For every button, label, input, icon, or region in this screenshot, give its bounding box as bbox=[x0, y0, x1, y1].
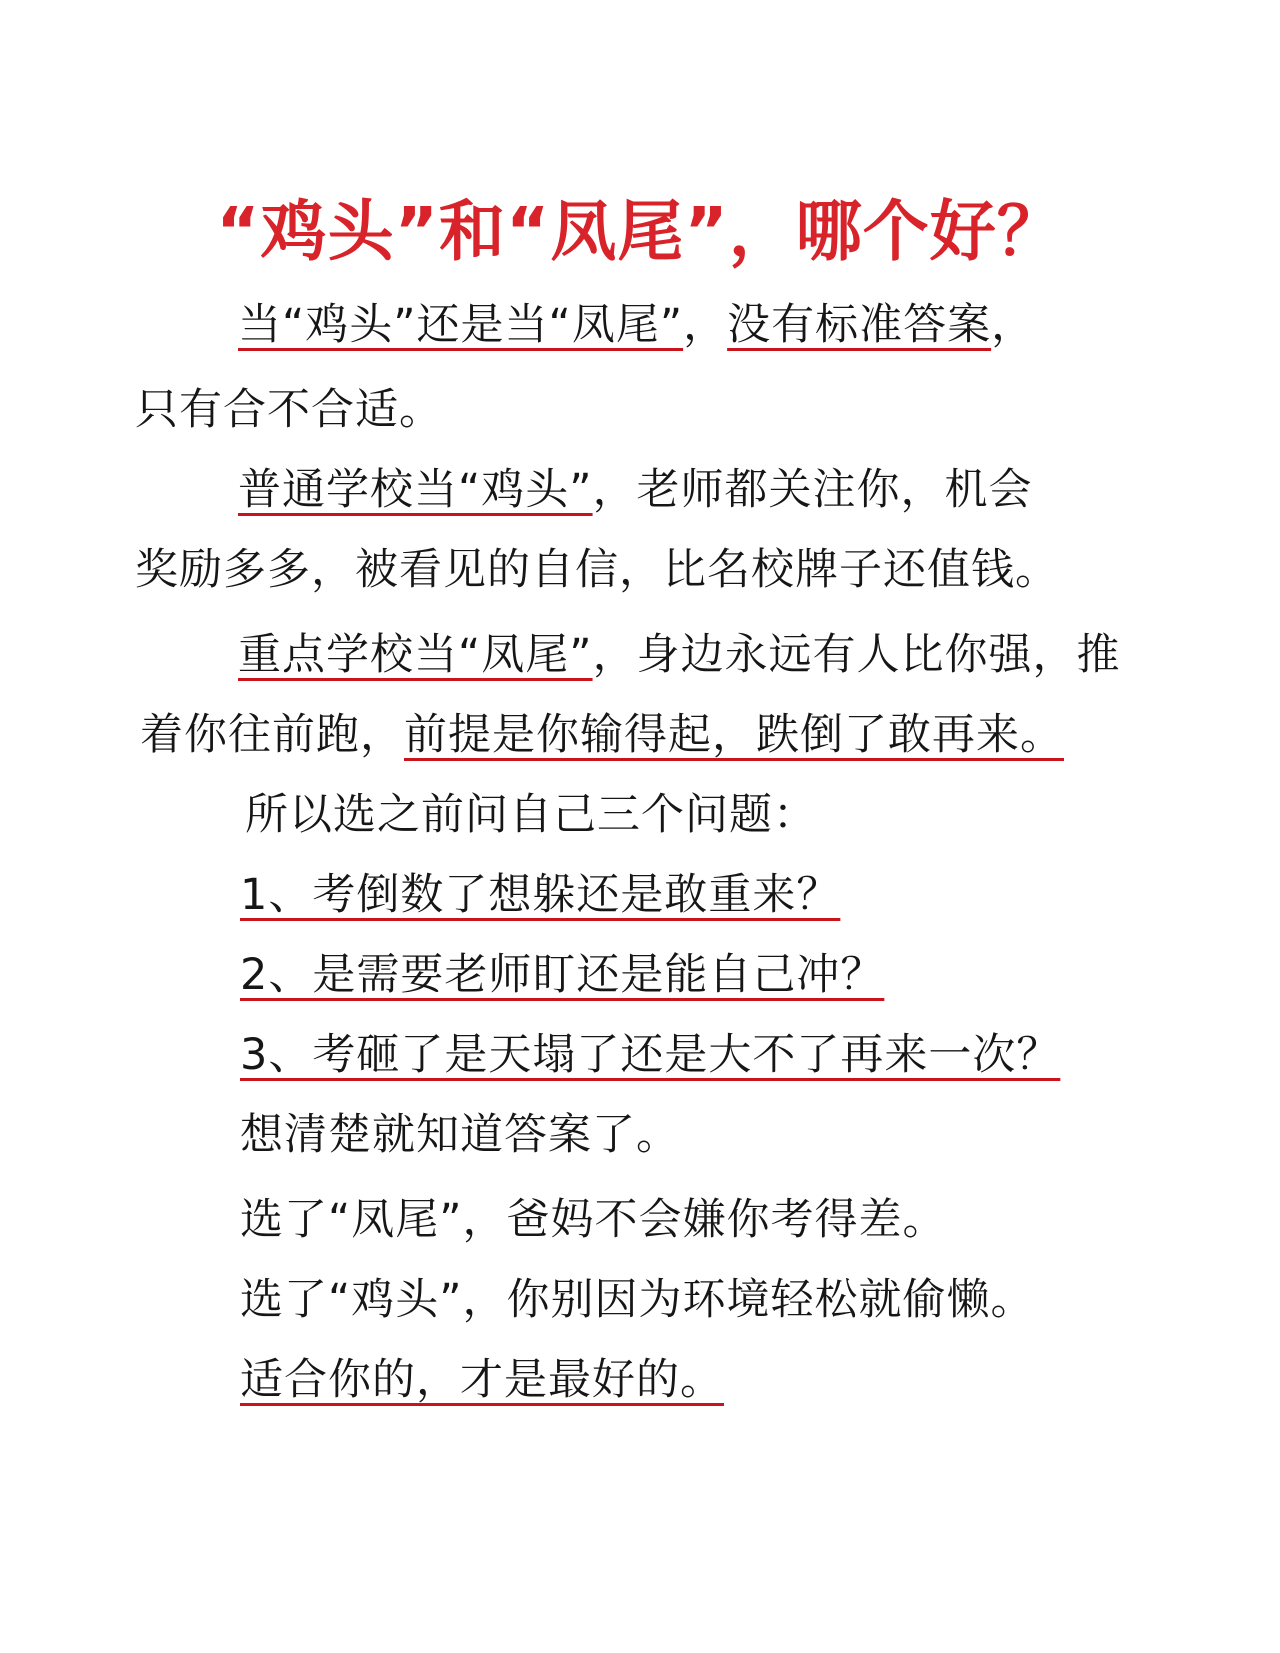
underlined-phrase: 普通学校当“鸡头” bbox=[238, 465, 593, 515]
text-run: 着你往前跑， bbox=[140, 710, 404, 760]
underlined-phrase: 适合你的，才是最好的。 bbox=[240, 1355, 724, 1405]
page-title: “鸡头”和“凤尾”，哪个好？ bbox=[216, 193, 1064, 270]
question-3 bbox=[240, 1025, 1060, 1085]
ending-line-4 bbox=[240, 1350, 724, 1410]
text-run: ，老师都关注你，机会 bbox=[592, 465, 1033, 515]
paragraph-3-line-1 bbox=[238, 625, 1121, 685]
underlined-phrase: 2、是需要老师盯还是能自己冲？ bbox=[240, 950, 885, 1000]
underlined-phrase: 重点学校当“凤尾” bbox=[238, 630, 593, 680]
underlined-phrase: 没有标准答案 bbox=[727, 300, 992, 350]
underlined-phrase: 前提是你输得起，跌倒了敢再来。 bbox=[404, 710, 1064, 760]
question-2 bbox=[240, 945, 884, 1005]
paragraph-2-line-2: 奖励多多，被看见的自信，比名校牌子还值钱。 bbox=[135, 545, 1059, 595]
underlined-phrase: 1、考倒数了想躲还是敢重来？ bbox=[240, 870, 841, 920]
ending-line-1: 想清楚就知道答案了。 bbox=[240, 1110, 680, 1160]
ending-line-3: 选了“鸡头”，你别因为环境轻松就偷懒。 bbox=[240, 1275, 1035, 1325]
paragraph-1-line-2: 只有合不合适。 bbox=[135, 385, 443, 435]
ending-line-2: 选了“凤尾”，爸妈不会嫌你考得差。 bbox=[240, 1195, 947, 1245]
paragraph-1-line-1 bbox=[238, 295, 1035, 355]
question-1 bbox=[240, 865, 840, 925]
comma: ， bbox=[683, 300, 728, 350]
underlined-phrase: 当“鸡头”还是当“凤尾” bbox=[238, 300, 684, 350]
comma: ， bbox=[991, 300, 1036, 350]
underlined-phrase: 3、考砸了是天塌了还是大不了再来一次？ bbox=[240, 1030, 1061, 1080]
text-run: ，身边永远有人比你强，推 bbox=[592, 630, 1121, 680]
questions-intro: 所以选之前问自己三个问题： bbox=[245, 790, 817, 840]
paragraph-2-line-1 bbox=[238, 460, 1033, 520]
paragraph-3-line-2 bbox=[140, 705, 1064, 765]
